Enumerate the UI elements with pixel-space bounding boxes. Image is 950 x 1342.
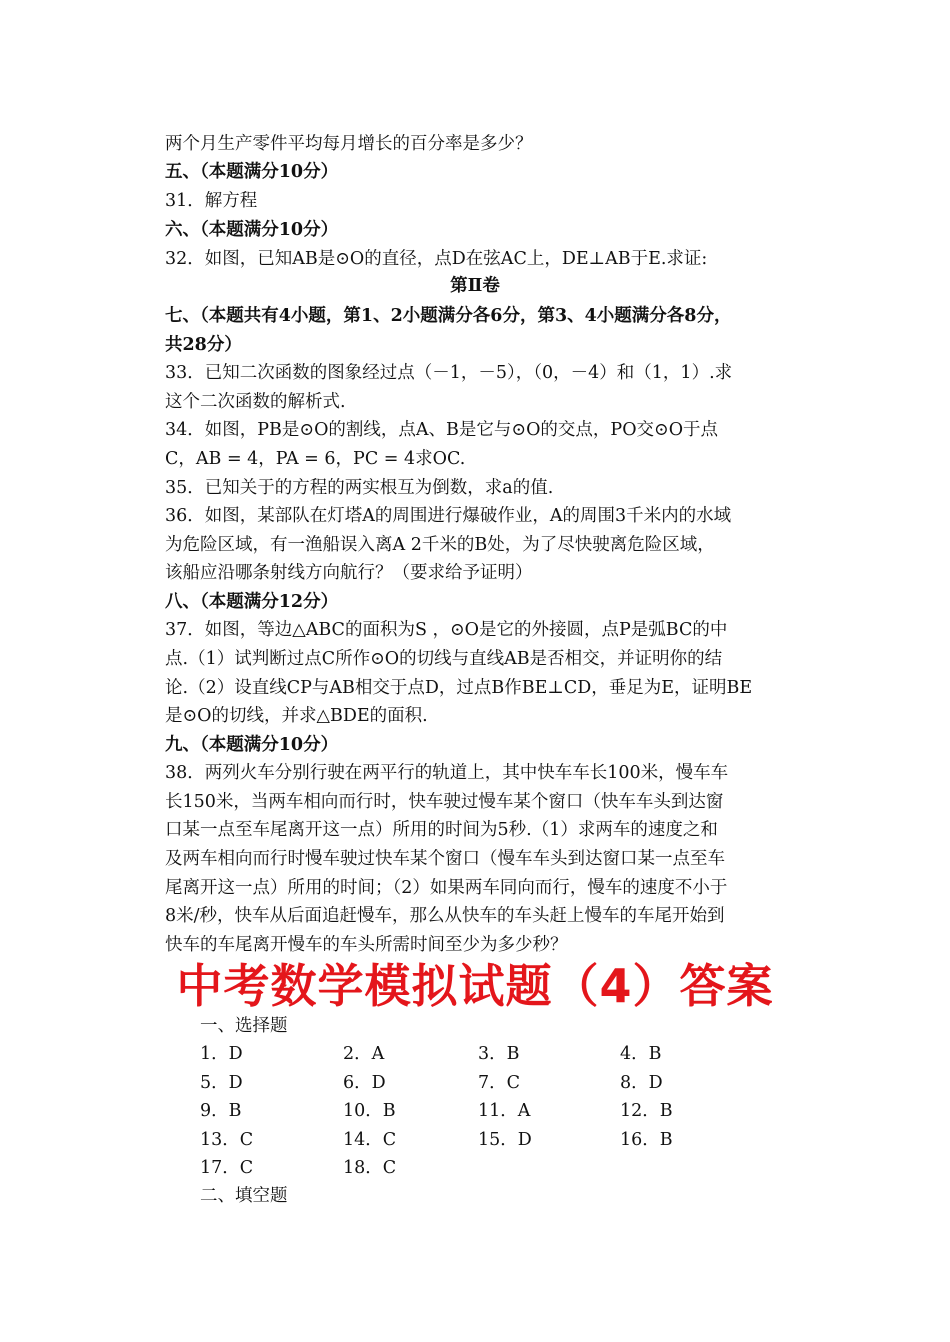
text-line: 35．已知关于的方程的两实根互为倒数，求a的值.: [165, 478, 554, 498]
answer-item: 11．A: [478, 1101, 531, 1121]
text-line: 31．解方程: [165, 191, 258, 211]
answer-item: 2．A: [343, 1044, 385, 1064]
text-line: C，AB = 4，PA = 6，PC = 4求OC.: [165, 449, 466, 469]
text-line: 这个二次函数的解析式.: [165, 392, 346, 412]
answer-item: 14．C: [343, 1129, 397, 1150]
answer-item: 13．C: [200, 1129, 254, 1150]
text-line: 快车的车尾离开慢车的车头所需时间至少为多少秒？: [165, 935, 568, 955]
text-line: 是⊙O的切线，并求△BDE的面积.: [165, 706, 428, 726]
text-line: 及两车相向而行时慢车驶过快车某个窗口（慢车车头到达窗口某一点至车: [165, 849, 725, 869]
answer-item: 7．C: [478, 1072, 521, 1093]
text-line: 尾离开这一点）所用的时间；（2）如果两车同向而行，慢车的速度不小于: [165, 878, 728, 898]
text-line: 37．如图，等边△ABC的面积为S ，⊙O是它的外接圆，点P是弧BC的中: [165, 620, 728, 640]
text-line: 口某一点至车尾离开这一点）所用的时间为5秒.（1）求两车的速度之和: [165, 820, 718, 840]
answer-item: 15．D: [478, 1129, 532, 1150]
text-line: 九、（本题满分10分）: [165, 735, 339, 755]
text-line: 34．如图，PB是⊙O的割线，点A、B是它与⊙O的交点，PO交⊙O于点: [165, 420, 719, 440]
text-line: 两个月生产零件平均每月增长的百分率是多少？: [165, 134, 533, 154]
text-line: 36．如图，某部队在灯塔A的周围进行爆破作业，A的周围3千米内的水域: [165, 506, 732, 526]
text-line: 33．已知二次函数的图象经过点（－1，－5），（0，－4）和（1，1）.求: [165, 363, 733, 383]
answer-title: 中考数学模拟试题（4）答案: [176, 959, 774, 1013]
text-line: 六、（本题满分10分）: [165, 220, 339, 240]
text-line: 共28分）: [165, 335, 242, 355]
answer-item: 18．C: [343, 1158, 397, 1178]
text-line: 8米/秒，快车从后面追赶慢车，那么从快车的车头赶上慢车的车尾开始到: [165, 906, 725, 926]
section-choice-heading: 一、选择题: [200, 1016, 288, 1036]
answer-item: 4．B: [620, 1044, 662, 1064]
text-line: 长150米，当两车相向而行时，快车驶过慢车某个窗口（快车车头到达窗: [165, 792, 724, 812]
text-line: 八、（本题满分12分）: [165, 592, 339, 612]
text-line: 32．如图，已知AB是⊙O的直径，点D在弦AC上，DE⊥AB于E.求证:: [165, 249, 708, 269]
text-line: 38．两列火车分别行驶在两平行的轨道上，其中快车车长100米，慢车车: [165, 763, 729, 783]
answer-item: 17．C: [200, 1158, 254, 1178]
volume-heading: 第Ⅱ卷: [450, 276, 500, 296]
text-line: 点.（1）试判断过点C所作⊙O的切线与直线AB是否相交，并证明你的结: [165, 649, 723, 669]
text-line: 七、（本题共有4小题，第1、2小题满分各6分，第3、4小题满分各8分，: [165, 306, 732, 326]
text-line: 为危险区域，有一渔船误入离A 2千米的B处，为了尽快驶离危险区域，: [165, 535, 715, 555]
text-line: 五、（本题满分10分）: [165, 162, 339, 182]
answer-item: 5．D: [200, 1072, 243, 1093]
answer-item: 1．D: [200, 1044, 243, 1064]
text-line: 论.（2）设直线CP与AB相交于点D，过点B作BE⊥CD，垂足为E，证明BE: [165, 678, 753, 698]
answer-item: 3．B: [478, 1044, 520, 1064]
answer-item: 9．B: [200, 1101, 242, 1121]
text-line: 该船应沿哪条射线方向航行？（要求给予证明）: [165, 563, 533, 583]
answer-item: 10．B: [343, 1101, 396, 1121]
answer-item: 6．D: [343, 1072, 386, 1093]
answer-item: 8．D: [620, 1072, 663, 1093]
section-fill-heading: 二、填空题: [200, 1186, 288, 1206]
answer-item: 12．B: [620, 1101, 673, 1121]
answer-item: 16．B: [620, 1129, 673, 1150]
